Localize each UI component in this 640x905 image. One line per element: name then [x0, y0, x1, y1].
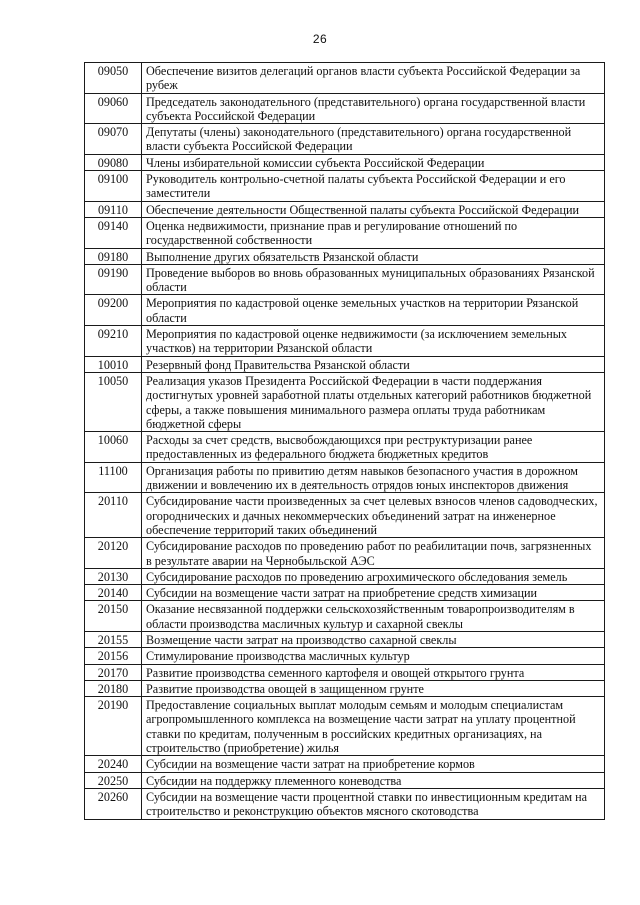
table-row — [85, 326, 605, 357]
budget-code-cell: 20140 — [85, 585, 142, 601]
expense-description-cell: Обеспечение визитов делегаций органов власти субъекта Российской Федерации за рубеж — [142, 63, 605, 94]
table-row — [85, 493, 605, 538]
table-row — [85, 772, 605, 788]
expense-description-cell: Проведение выборов во вновь образованных муниципальных образованиях Рязанской области — [142, 264, 605, 295]
expense-description-cell: Возмещение части затрат на производство сахарной свеклы — [142, 631, 605, 647]
budget-code-cell: 09210 — [85, 326, 142, 357]
table-row — [85, 788, 605, 819]
table-row — [85, 124, 605, 155]
expense-description-cell: Оказание несвязанной поддержки сельскохозяйственным товаропроизводителям в области производства масличных культур и сахарной свеклы — [142, 601, 605, 632]
budget-code-cell: 20155 — [85, 631, 142, 647]
budget-code-cell: 20190 — [85, 697, 142, 756]
table-row — [85, 264, 605, 295]
expense-description-cell: Руководитель контрольно-счетной палаты субъекта Российской Федерации и его заместители — [142, 171, 605, 202]
table-row — [85, 462, 605, 493]
expense-description-cell: Субсидирование расходов по проведению работ по реабилитации почв, загрязненных в результате аварии на Чернобыльской АЭС — [142, 538, 605, 569]
budget-code-cell: 09200 — [85, 295, 142, 326]
expense-description-cell: Субсидии на поддержку племенного коневодства — [142, 772, 605, 788]
budget-code-cell: 09140 — [85, 217, 142, 248]
expense-description-cell: Выполнение других обязательств Рязанской области — [142, 248, 605, 264]
expense-description-cell: Стимулирование производства масличных культур — [142, 648, 605, 664]
expense-description-cell: Развитие производства овощей в защищенном грунте — [142, 680, 605, 696]
table-row — [85, 664, 605, 680]
expense-description-cell: Расходы за счет средств, высвобождающихся при реструктуризации ранее предоставленных из федерального бюджета бюджетных кредитов — [142, 432, 605, 463]
expense-description-cell: Субсидирование части произведенных за счет целевых взносов членов садоводческих, огороднических и дачных некоммерческих объединений затрат на инженерное обеспечение территорий таких объединений — [142, 493, 605, 538]
budget-code-cell: 20170 — [85, 664, 142, 680]
page-number: 26 — [312, 32, 328, 46]
budget-code-cell: 09080 — [85, 154, 142, 170]
table-row — [85, 93, 605, 124]
expense-description-cell: Председатель законодательного (представительного) органа государственной власти субъекта Российской Федерации — [142, 93, 605, 124]
expense-description-cell: Мероприятия по кадастровой оценке недвижимости (за исключением земельных участков) на территории Рязанской области — [142, 326, 605, 357]
budget-code-cell: 09100 — [85, 171, 142, 202]
expense-description-cell: Субсидии на возмещение части затрат на приобретение кормов — [142, 756, 605, 772]
budget-code-cell: 20156 — [85, 648, 142, 664]
expense-description-cell: Оценка недвижимости, признание прав и регулирование отношений по государственной собственности — [142, 217, 605, 248]
budget-code-cell: 20240 — [85, 756, 142, 772]
table-row — [85, 601, 605, 632]
table-row — [85, 648, 605, 664]
budget-code-cell: 20120 — [85, 538, 142, 569]
budget-code-cell: 20250 — [85, 772, 142, 788]
budget-code-cell: 20110 — [85, 493, 142, 538]
budget-code-cell: 09190 — [85, 264, 142, 295]
expense-description-cell: Субсидирование расходов по проведению агрохимического обследования земель — [142, 568, 605, 584]
table-row — [85, 154, 605, 170]
table-row — [85, 585, 605, 601]
table-row — [85, 171, 605, 202]
table-row — [85, 356, 605, 372]
expense-description-cell: Депутаты (члены) законодательного (представительного) органа государственной власти субъекта Российской Федерации — [142, 124, 605, 155]
budget-code-cell: 20150 — [85, 601, 142, 632]
budget-code-cell: 11100 — [85, 462, 142, 493]
budget-codes-table — [84, 62, 605, 820]
table-row — [85, 201, 605, 217]
table-row — [85, 697, 605, 756]
table-row — [85, 680, 605, 696]
expense-description-cell: Субсидии на возмещение части процентной ставки по инвестиционным кредитам на строительство и реконструкцию объектов мясного скотоводства — [142, 788, 605, 819]
table-row — [85, 432, 605, 463]
table-row — [85, 63, 605, 94]
expense-description-cell: Резервный фонд Правительства Рязанской области — [142, 356, 605, 372]
expense-description-cell: Предоставление социальных выплат молодым семьям и молодым специалистам агропромышленного комплекса на возмещение части затрат на уплату процентной ставки по кредитам, полученным в российских кредитных организациях, на строительство (приобретение) жилья — [142, 697, 605, 756]
table-row — [85, 295, 605, 326]
expense-description-cell: Члены избирательной комиссии субъекта Российской Федерации — [142, 154, 605, 170]
budget-code-cell: 20180 — [85, 680, 142, 696]
table-row — [85, 372, 605, 431]
budget-code-cell: 09050 — [85, 63, 142, 94]
table-row — [85, 756, 605, 772]
expense-description-cell: Субсидии на возмещение части затрат на приобретение средств химизации — [142, 585, 605, 601]
budget-code-cell: 09060 — [85, 93, 142, 124]
budget-code-cell: 10010 — [85, 356, 142, 372]
expense-description-cell: Мероприятия по кадастровой оценке земельных участков на территории Рязанской области — [142, 295, 605, 326]
budget-code-cell: 20260 — [85, 788, 142, 819]
expense-description-cell: Организация работы по привитию детям навыков безопасного участия в дорожном движении и вовлечению их в деятельность отрядов юных инспекторов движения — [142, 462, 605, 493]
table-row — [85, 631, 605, 647]
budget-code-cell: 10050 — [85, 372, 142, 431]
table-row — [85, 248, 605, 264]
budget-code-cell: 20130 — [85, 568, 142, 584]
budget-code-cell: 09070 — [85, 124, 142, 155]
table-row — [85, 568, 605, 584]
table-row — [85, 538, 605, 569]
expense-description-cell: Реализация указов Президента Российской Федерации в части поддержания достигнутых уровней заработной платы отдельных категорий работников бюджетной сферы, а также повышения минимального размера оплаты труда работникам бюджетной сферы — [142, 372, 605, 431]
expense-description-cell: Обеспечение деятельности Общественной палаты субъекта Российской Федерации — [142, 201, 605, 217]
budget-code-cell: 09180 — [85, 248, 142, 264]
budget-code-cell: 10060 — [85, 432, 142, 463]
budget-codes-table-body — [85, 63, 605, 820]
table-row — [85, 217, 605, 248]
budget-code-cell: 09110 — [85, 201, 142, 217]
expense-description-cell: Развитие производства семенного картофеля и овощей открытого грунта — [142, 664, 605, 680]
